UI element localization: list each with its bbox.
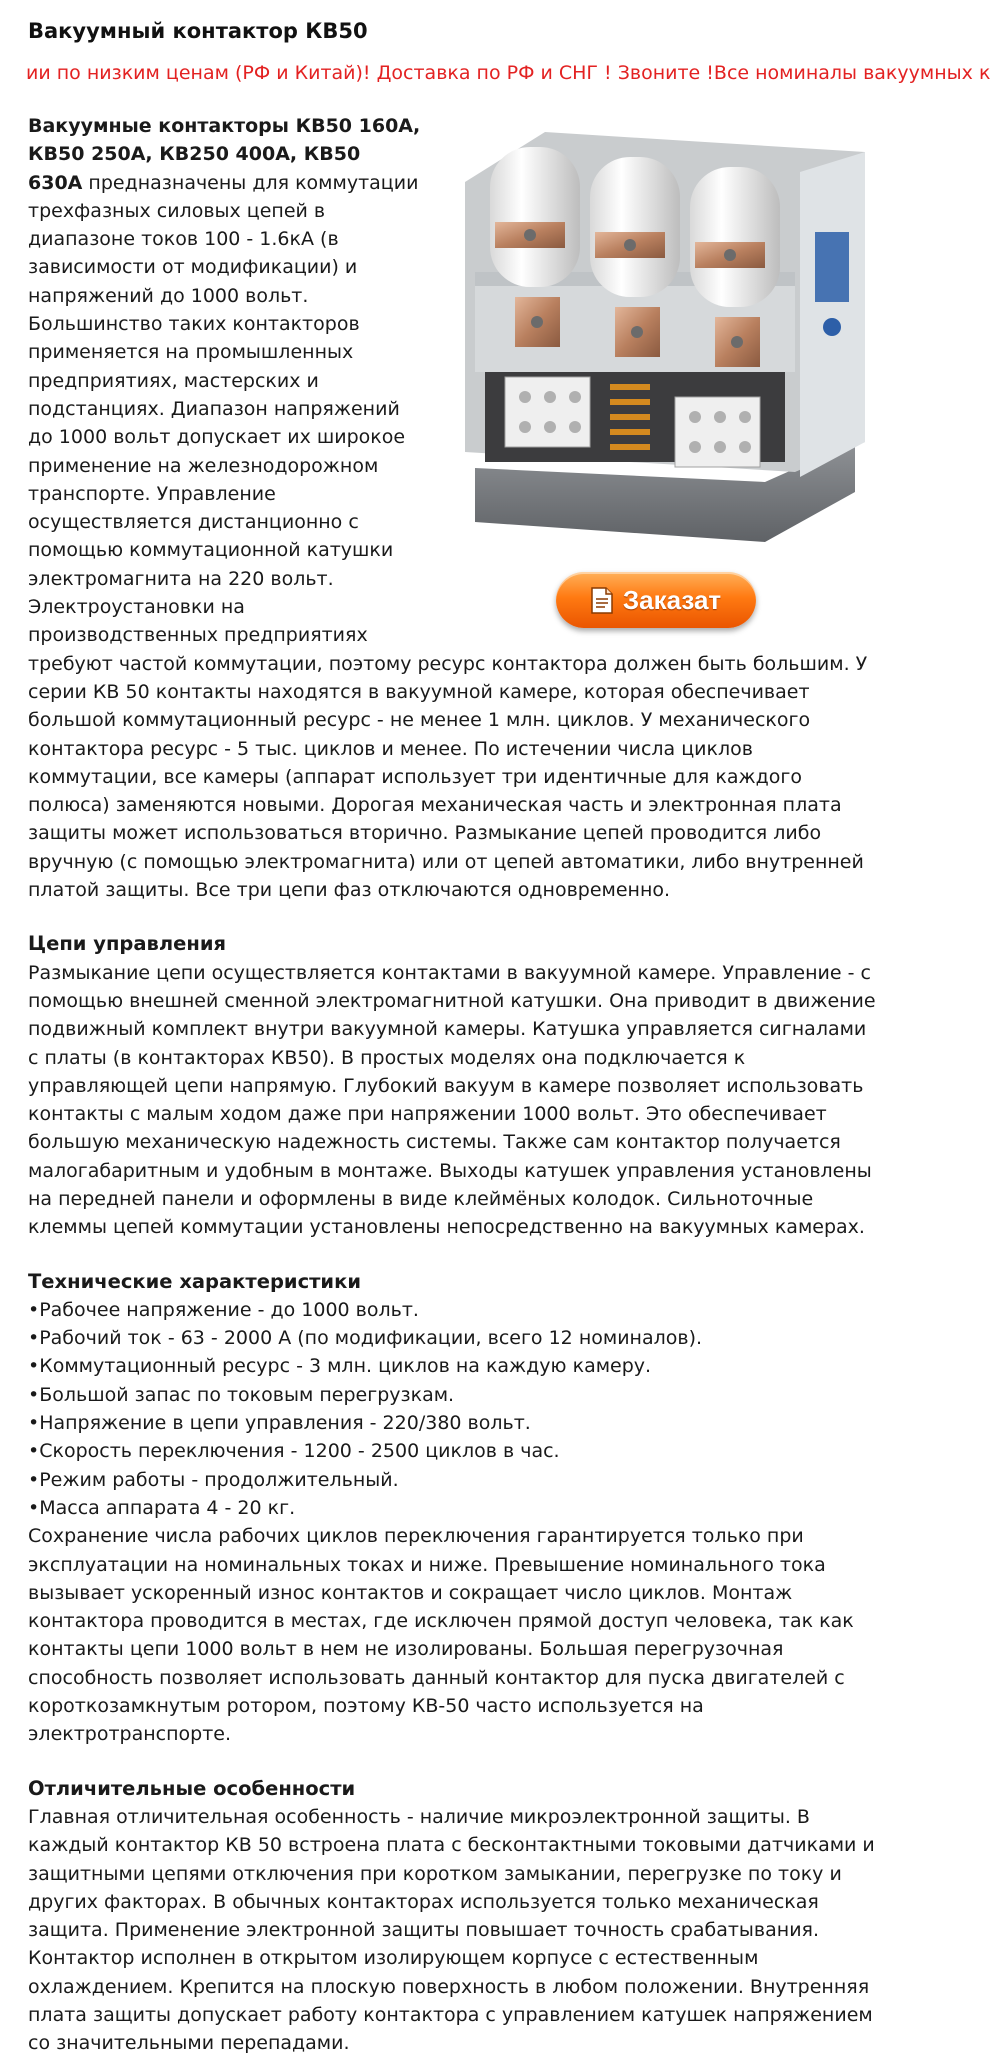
- spec-item: •Коммутационный ресурс - 3 млн. циклов на каждую камеру.: [28, 1355, 652, 1378]
- intro-heading: Вакуумные контакторы КВ50 160А, КВ50 250А, КВ250 400А, КВ50 630А: [28, 115, 421, 194]
- section-control-text: Размыкание цепи осуществляется контактами в вакуумной камере. Управление - с помощью внешней сменной электромагнитной катушки. Она приводит в движение подвижный комплект внутри вакуумной камеры. Катушка управляется сигналами с платы (в контакторах КВ50). В простых моделях она подключается к управляющей цепи напрямую. Глубокий вакуум в камере позволяет использовать контакты с малым ходом даже при напряжении 1000 вольт. Это обеспечивает большую механическую надежность системы. Также сам контактор получается малогабаритным и удобным в монтаже. Выходы катушек управления установлены на передней панели и оформлены в виде клеймёных колодок. Сильноточные клеммы цепей коммутации установлены непосредственно на вакуумных камерах.: [28, 961, 876, 1239]
- section-features-text: Главная отличительная особенность - наличие микроэлектронной защиты. В каждый контактор КВ 50 встроена плата с бесконтактными токовыми датчиками и защитными цепями отключения при коротком замыкании, перегрузке по току и других факторах. В обычных контакторах используется только механическая защита. Применение электронной защиты повышает точность срабатывания. Контактор исполнен в открытом изолирующем корпусе с естественным охлаждением. Крепится на плоскую поверхность в любом положении. Внутренняя плата защиты допускает работу контактора с управлением катушек напряжением со значительными перепадами.: [28, 1805, 875, 2055]
- section-control: [28, 930, 880, 1241]
- document-icon: [591, 587, 613, 614]
- order-button-label: Заказат: [622, 584, 722, 615]
- order-button[interactable]: [556, 572, 756, 628]
- specs-list: [28, 1296, 880, 1522]
- spec-item: •Масса аппарата 4 - 20 кг.: [28, 1496, 296, 1519]
- section-specs-text: Сохранение числа рабочих циклов переключения гарантируется только при эксплуатации на номинальных токах и ниже. Превышение номинального тока вызывает ускоренный износ контактов и сокращает число циклов. Монтаж контактора проводится в местах, где исключен прямой доступ человека, так как контакты цепи 1000 вольт в нем не изолированы. Большая перегрузочная способность позволяет использовать данный контактор для пуска двигателей с короткозамкнутым ротором, поэтому КВ-50 часто используется на электротранспорте.: [28, 1525, 854, 1746]
- section-control-title: Цепи управления: [28, 932, 227, 956]
- section-features: [28, 1775, 880, 2058]
- section-specs-title: Технические характеристики: [28, 1269, 361, 1293]
- spec-item: •Напряжение в цепи управления - 220/380 вольт.: [28, 1412, 531, 1435]
- vacuum-contactor-image: [435, 112, 875, 560]
- intro-text: предназначены для коммутации трехфазных силовых цепей в диапазоне токов 100 - 1.6кА (в зависимости от модификации) и напряжений до 1000 вольт. Большинство таких контакторов применяется на промышленных предприятиях, мастерских и подстанциях. Диапазон напряжений до 1000 вольт допускает их широкое применение на железнодорожном транспорте. Управление осуществляется дистанционно с помощью коммутационной катушки электромагнита на 220 вольт. Электроустановки на производственных предприятиях требуют частой коммутации, поэтому ресурс контактора должен быть большим. У серии КВ 50 контакты находятся в вакуумной камере, которая обеспечивает большой коммутационный ресурс - не менее 1 млн. циклов. У механического контактора ресурс - 5 тыс. циклов и менее. По истечении числа циклов коммутации, все камеры (аппарат использует три идентичные для каждого полюса) заменяются новыми. Дорогая механическая часть и электронная плата защиты может использоваться вторично. Размыкание цепей проводится либо вручную (с помощью электромагнита) или от цепей автоматики, либо внутренней платой защиты. Все три цепи фаз отключаются одновременно.: [28, 171, 868, 902]
- spec-item: •Скорость переключения - 1200 - 2500 циклов в час.: [28, 1440, 560, 1463]
- intro-block: [28, 112, 880, 904]
- spec-item: •Большой запас по токовым перегрузкам.: [28, 1383, 455, 1406]
- product-figure: [435, 112, 880, 638]
- spec-item: •Рабочее напряжение - до 1000 вольт.: [28, 1298, 419, 1321]
- article: [26, 14, 990, 2058]
- spec-item: •Рабочий ток - 63 - 2000 А (по модификации, всего 12 номиналов).: [28, 1327, 703, 1350]
- section-specs: [28, 1268, 880, 1749]
- section-features-title: Отличительные особенности: [28, 1776, 356, 1800]
- promo-ticker: ии по низким ценам (РФ и Китай)! Доставка по РФ и СНГ ! Звоните !Все номиналы вакуумных к: [26, 62, 990, 84]
- spec-item: •Режим работы - продолжительный.: [28, 1468, 399, 1491]
- page-title: Вакуумный контактор КВ50: [28, 19, 368, 43]
